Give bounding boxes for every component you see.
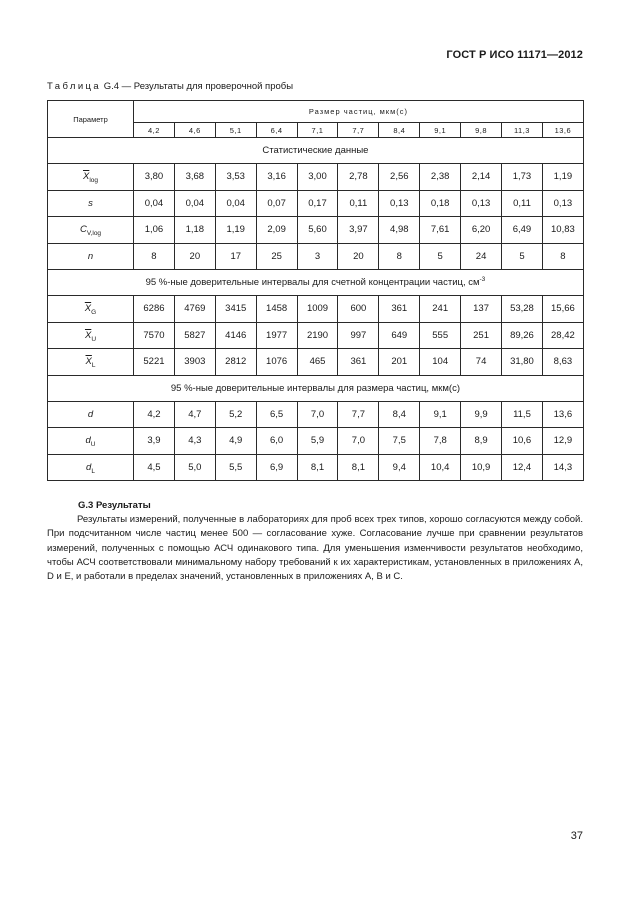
value-cell: 5 — [502, 243, 543, 270]
table-row — [48, 217, 584, 244]
table-row — [48, 190, 584, 217]
section-title-text: 95 %-ные доверительные интервалы для размера частиц, мкм(с) — [170, 382, 460, 394]
value-cell: 361 — [379, 296, 420, 323]
value-cell: 1076 — [256, 349, 297, 376]
value-cell: 7,7 — [338, 401, 379, 428]
section-title-text: Статистические данные — [262, 145, 369, 156]
value-cell: 4,3 — [174, 428, 215, 455]
table-row — [48, 164, 584, 191]
parameter-cell — [48, 296, 134, 323]
value-cell: 10,4 — [420, 454, 461, 481]
value-cell: 1,19 — [542, 164, 583, 191]
value-cell: 997 — [338, 322, 379, 349]
parameter-subscript: V,log — [86, 230, 102, 238]
value-cell: 11,5 — [502, 401, 543, 428]
size-header-cell: 9,8 — [461, 123, 502, 138]
size-header-cell: 9,1 — [420, 123, 461, 138]
value-cell: 5,2 — [215, 401, 256, 428]
value-cell: 4146 — [215, 322, 256, 349]
value-cell: 4,98 — [379, 217, 420, 244]
value-cell: 3,68 — [174, 164, 215, 191]
value-cell: 3,80 — [134, 164, 175, 191]
value-cell: 7,5 — [379, 428, 420, 455]
size-header-cell: 4,2 — [134, 123, 175, 138]
value-cell: 0,04 — [134, 190, 175, 217]
value-cell: 5,5 — [215, 454, 256, 481]
value-cell: 89,26 — [502, 322, 543, 349]
parameter-subscript: L — [91, 467, 95, 475]
parameter-cell — [48, 243, 134, 270]
value-cell: 31,80 — [502, 349, 543, 376]
value-cell: 20 — [338, 243, 379, 270]
value-cell: 5,0 — [174, 454, 215, 481]
value-cell: 12,4 — [502, 454, 543, 481]
parameter-symbol: $\overline{X}$ — [84, 303, 92, 315]
value-cell: 3,00 — [297, 164, 338, 191]
value-cell: 0,04 — [215, 190, 256, 217]
parameter-subscript: U — [91, 335, 97, 343]
value-cell: 251 — [461, 322, 502, 349]
value-cell: 10,6 — [502, 428, 543, 455]
value-cell: 12,9 — [542, 428, 583, 455]
value-cell: 3,9 — [134, 428, 175, 455]
table-caption — [47, 81, 293, 92]
parameter-symbol: d — [85, 435, 91, 447]
value-cell: 6,20 — [461, 217, 502, 244]
parameter-cell — [48, 322, 134, 349]
parameter-symbol: s — [88, 197, 93, 209]
value-cell: 1,06 — [134, 217, 175, 244]
parameter-cell — [48, 217, 134, 244]
size-header-cell: 11,3 — [502, 123, 543, 138]
value-cell: 14,3 — [542, 454, 583, 481]
value-cell: 2,14 — [461, 164, 502, 191]
section-title-text: 95 %-ные доверительные интервалы для счетной концентрации частиц, см — [145, 277, 480, 288]
parameter-symbol: $\overline{X}$ — [85, 356, 92, 368]
value-cell: 8 — [134, 243, 175, 270]
value-cell: 24 — [461, 243, 502, 270]
parameter-symbol: d — [87, 408, 94, 420]
table-row — [48, 401, 584, 428]
size-header-cell: 13,6 — [542, 123, 583, 138]
value-cell: 28,42 — [542, 322, 583, 349]
value-cell: 10,9 — [461, 454, 502, 481]
value-cell: 361 — [338, 349, 379, 376]
value-cell: 3,97 — [338, 217, 379, 244]
sizes-header: Размер частиц, мкм(с) — [134, 101, 584, 123]
value-cell: 15,66 — [542, 296, 583, 323]
value-cell: 0,11 — [338, 190, 379, 217]
value-cell: 20 — [174, 243, 215, 270]
value-cell: 5 — [420, 243, 461, 270]
value-cell: 2,56 — [379, 164, 420, 191]
size-header-cell: 6,4 — [256, 123, 297, 138]
value-cell: 6,0 — [256, 428, 297, 455]
table-header-row — [48, 101, 584, 123]
value-cell: 3,53 — [215, 164, 256, 191]
value-cell: 2,09 — [256, 217, 297, 244]
results-paragraph: Результаты измерений, полученные в лабораториях для проб всех трех типов, хорошо согласуются между собой. При подсчитанном числе частиц менее 500 — согласование хуже. Согласование лучше при сравнении результатов измерений, полученных с помощью АСЧ одинакового типа. Для уменьшения изменчивости результатов необходимо, чтобы АСЧ соответствовали минимальному набору требований к их характеристикам, установленных в приложениях А, D и Е, и работали в пределах значений, установленных в приложениях А, В и С. — [47, 514, 583, 583]
param-header: Параметр — [48, 101, 134, 138]
value-cell: 3415 — [215, 296, 256, 323]
value-cell: 5827 — [174, 322, 215, 349]
table-caption-title: G.4 — Результаты для проверочной пробы — [101, 81, 294, 92]
parameter-symbol: $\overline{X}$ — [84, 329, 92, 341]
size-header-cell: 4,6 — [174, 123, 215, 138]
value-cell: 3 — [297, 243, 338, 270]
value-cell: 649 — [379, 322, 420, 349]
value-cell: 3903 — [174, 349, 215, 376]
parameter-cell — [48, 454, 134, 481]
value-cell: 8,63 — [542, 349, 583, 376]
value-cell: 1,73 — [502, 164, 543, 191]
value-cell: 0,13 — [542, 190, 583, 217]
value-cell: 4,2 — [134, 401, 175, 428]
parameter-subscript: U — [90, 441, 96, 449]
value-cell: 0,13 — [461, 190, 502, 217]
table-row — [48, 322, 584, 349]
parameter-subscript: G — [91, 309, 97, 317]
value-cell: 10,83 — [542, 217, 583, 244]
value-cell: 8,9 — [461, 428, 502, 455]
value-cell: 6,5 — [256, 401, 297, 428]
value-cell: 1,19 — [215, 217, 256, 244]
size-header-cell: 8,4 — [379, 123, 420, 138]
value-cell: 9,1 — [420, 401, 461, 428]
value-cell: 8 — [379, 243, 420, 270]
value-cell: 104 — [420, 349, 461, 376]
value-cell: 25 — [256, 243, 297, 270]
section-row — [48, 270, 584, 296]
table-caption-prefix: Таблица — [47, 81, 102, 92]
value-cell: 4,9 — [215, 428, 256, 455]
value-cell: 8 — [542, 243, 583, 270]
table-row — [48, 243, 584, 270]
value-cell: 74 — [461, 349, 502, 376]
parameter-subscript: L — [91, 362, 96, 370]
parameter-symbol: C — [79, 224, 87, 236]
value-cell: 6,49 — [502, 217, 543, 244]
parameter-symbol: d — [86, 461, 92, 473]
section-row — [48, 375, 584, 401]
section-title — [48, 375, 584, 401]
value-cell: 1,18 — [174, 217, 215, 244]
value-cell: 1977 — [256, 322, 297, 349]
value-cell: 201 — [379, 349, 420, 376]
value-cell: 465 — [297, 349, 338, 376]
value-cell: 9,4 — [379, 454, 420, 481]
parameter-symbol: $\overline{X}$ — [82, 171, 90, 183]
value-cell: 0,11 — [502, 190, 543, 217]
parameter-cell — [48, 190, 134, 217]
size-header-cell: 7,1 — [297, 123, 338, 138]
value-cell: 3,16 — [256, 164, 297, 191]
value-cell: 6,9 — [256, 454, 297, 481]
parameter-cell — [48, 428, 134, 455]
parameter-cell — [48, 164, 134, 191]
value-cell: 0,04 — [174, 190, 215, 217]
value-cell: 2812 — [215, 349, 256, 376]
value-cell: 5,60 — [297, 217, 338, 244]
value-cell: 0,13 — [379, 190, 420, 217]
value-cell: 2,38 — [420, 164, 461, 191]
value-cell: 137 — [461, 296, 502, 323]
value-cell: 8,1 — [297, 454, 338, 481]
value-cell: 8,1 — [338, 454, 379, 481]
parameter-subscript: log — [89, 177, 99, 185]
value-cell: 9,9 — [461, 401, 502, 428]
value-cell: 17 — [215, 243, 256, 270]
value-cell: 0,18 — [420, 190, 461, 217]
value-cell: 4769 — [174, 296, 215, 323]
parameter-cell — [48, 401, 134, 428]
value-cell: 8,4 — [379, 401, 420, 428]
parameter-symbol: n — [87, 250, 94, 262]
value-cell: 7570 — [134, 322, 175, 349]
value-cell: 6286 — [134, 296, 175, 323]
parameter-cell — [48, 349, 134, 376]
value-cell: 0,07 — [256, 190, 297, 217]
section-row — [48, 138, 584, 164]
value-cell: 1009 — [297, 296, 338, 323]
value-cell: 0,17 — [297, 190, 338, 217]
value-cell: 2,78 — [338, 164, 379, 191]
section-title — [48, 138, 584, 164]
value-cell: 7,0 — [297, 401, 338, 428]
document-code: ГОСТ Р ИСО 11171—2012 — [446, 49, 583, 61]
table-row — [48, 428, 584, 455]
table-row — [48, 296, 584, 323]
section-title-unit-exponent: -3 — [479, 276, 486, 283]
value-cell: 7,0 — [338, 428, 379, 455]
value-cell: 5221 — [134, 349, 175, 376]
value-cell: 4,7 — [174, 401, 215, 428]
value-cell: 555 — [420, 322, 461, 349]
value-cell: 4,5 — [134, 454, 175, 481]
value-cell: 53,28 — [502, 296, 543, 323]
value-cell: 600 — [338, 296, 379, 323]
page-number: 37 — [570, 830, 583, 842]
results-table — [47, 100, 584, 481]
section-heading: G.3 Результаты — [78, 500, 151, 511]
value-cell: 5,9 — [297, 428, 338, 455]
value-cell: 241 — [420, 296, 461, 323]
table-row — [48, 349, 584, 376]
value-cell: 1458 — [256, 296, 297, 323]
value-cell: 13,6 — [542, 401, 583, 428]
section-title — [48, 270, 584, 296]
value-cell: 7,61 — [420, 217, 461, 244]
value-cell: 2190 — [297, 322, 338, 349]
size-header-cell: 5,1 — [215, 123, 256, 138]
value-cell: 7,8 — [420, 428, 461, 455]
size-header-cell: 7,7 — [338, 123, 379, 138]
table-row — [48, 454, 584, 481]
